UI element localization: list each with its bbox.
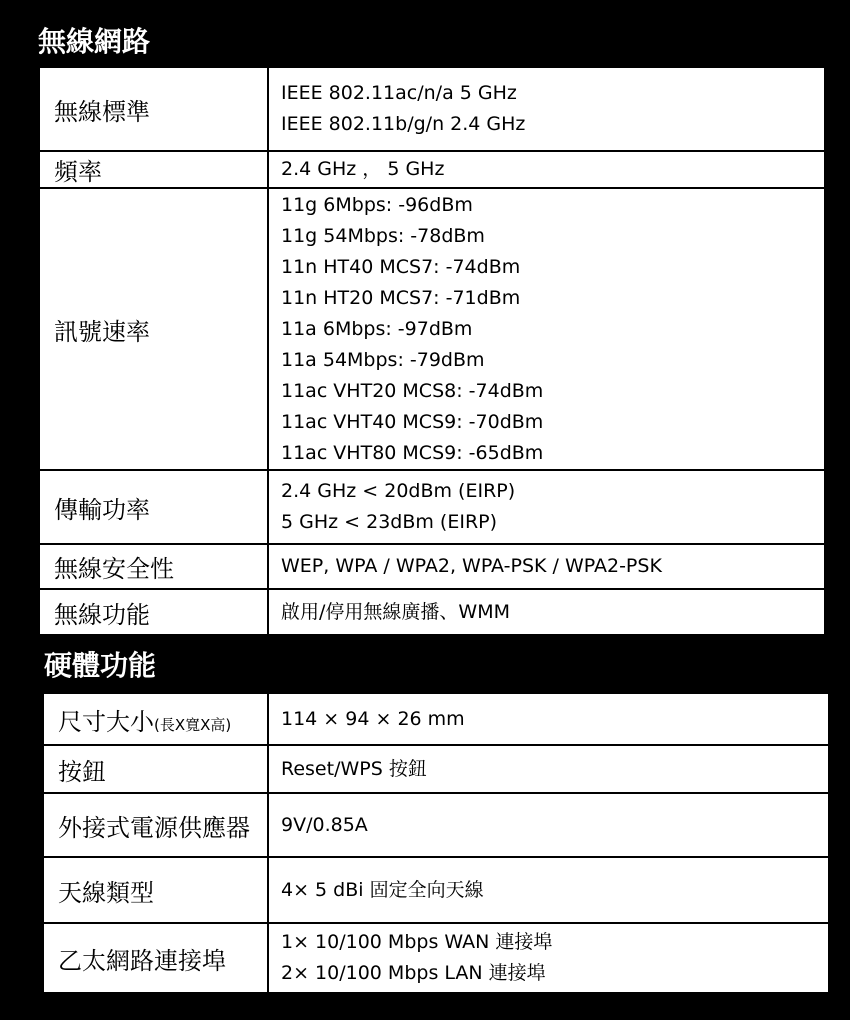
spec-value-line: 啟用/停用無線廣播、WMM <box>281 600 510 623</box>
hardware-spec-table <box>42 692 830 994</box>
spec-label: 無線標準 <box>39 67 268 151</box>
spec-value-line: 4× 5 dBi 固定全向天線 <box>281 878 484 901</box>
spec-value-line: 11n HT20 MCS7: -71dBm <box>281 286 521 309</box>
spec-value-line: 2.4 GHz < 20dBm (EIRP) <box>281 480 516 502</box>
spec-value-line: IEEE 802.11ac/n/a 5 GHz <box>281 82 517 104</box>
spec-value-line: 11ac VHT80 MCS9: -65dBm <box>281 441 544 464</box>
spec-value-line: 1× 10/100 Mbps WAN 連接埠 <box>281 931 553 953</box>
spec-label: 訊號速率 <box>39 188 268 470</box>
table-row <box>39 67 825 151</box>
spec-label-note: (長X寬X高) <box>154 715 232 734</box>
spec-value-line: 2× 10/100 Mbps LAN 連接埠 <box>281 962 546 984</box>
spec-label: 按鈕 <box>43 745 268 793</box>
table-row <box>43 923 829 993</box>
wireless-section-title: 無線網路 <box>38 25 151 58</box>
spec-value-line: IEEE 802.11b/g/n 2.4 GHz <box>281 113 526 135</box>
spec-value <box>268 693 829 745</box>
table-row <box>39 544 825 589</box>
table-row <box>43 745 829 793</box>
spec-value-line: 11g 6Mbps: -96dBm <box>281 193 473 216</box>
spec-value-line: 9V/0.85A <box>281 813 368 836</box>
spec-label: 天線類型 <box>43 857 268 923</box>
spec-label: 外接式電源供應器 <box>43 793 268 857</box>
spec-value-line: 114 × 94 × 26 mm <box>281 707 465 730</box>
spec-value-line: 2.4 GHz ， 5 GHz <box>281 158 445 180</box>
table-row <box>43 693 829 745</box>
table-row <box>39 188 825 470</box>
spec-value-line: 11ac VHT40 MCS9: -70dBm <box>281 410 544 433</box>
spec-label: 頻率 <box>39 151 268 188</box>
table-row <box>39 470 825 544</box>
spec-value <box>268 470 825 544</box>
spec-value-line: 11a 54Mbps: -79dBm <box>281 348 485 371</box>
spec-value-line: Reset/WPS 按鈕 <box>281 757 427 780</box>
spec-value <box>268 793 829 857</box>
table-row <box>39 151 825 188</box>
spec-value-line: 11g 54Mbps: -78dBm <box>281 224 485 247</box>
spec-value-line: 11n HT40 MCS7: -74dBm <box>281 255 521 278</box>
spec-label-main: 尺寸大小 <box>58 707 154 736</box>
spec-value-line: 5 GHz < 23dBm (EIRP) <box>281 511 498 533</box>
wireless-spec-table <box>38 66 826 636</box>
spec-label: 傳輸功率 <box>39 470 268 544</box>
spec-value <box>268 745 829 793</box>
spec-value <box>268 151 825 188</box>
spec-label: 乙太網路連接埠 <box>43 923 268 993</box>
spec-value-line: WEP, WPA / WPA2, WPA-PSK / WPA2-PSK <box>281 555 662 577</box>
table-row <box>43 857 829 923</box>
spec-label: 無線安全性 <box>39 544 268 589</box>
table-row <box>43 793 829 857</box>
spec-label <box>43 693 268 745</box>
spec-value <box>268 923 829 993</box>
spec-value-line: 11a 6Mbps: -97dBm <box>281 317 473 340</box>
spec-value <box>268 67 825 151</box>
spec-value <box>268 544 825 589</box>
table-row <box>39 589 825 635</box>
spec-value <box>268 589 825 635</box>
spec-label: 無線功能 <box>39 589 268 635</box>
hardware-section-title: 硬體功能 <box>44 649 157 682</box>
spec-value <box>268 188 825 470</box>
spec-value-line: 11ac VHT20 MCS8: -74dBm <box>281 379 544 402</box>
spec-value <box>268 857 829 923</box>
